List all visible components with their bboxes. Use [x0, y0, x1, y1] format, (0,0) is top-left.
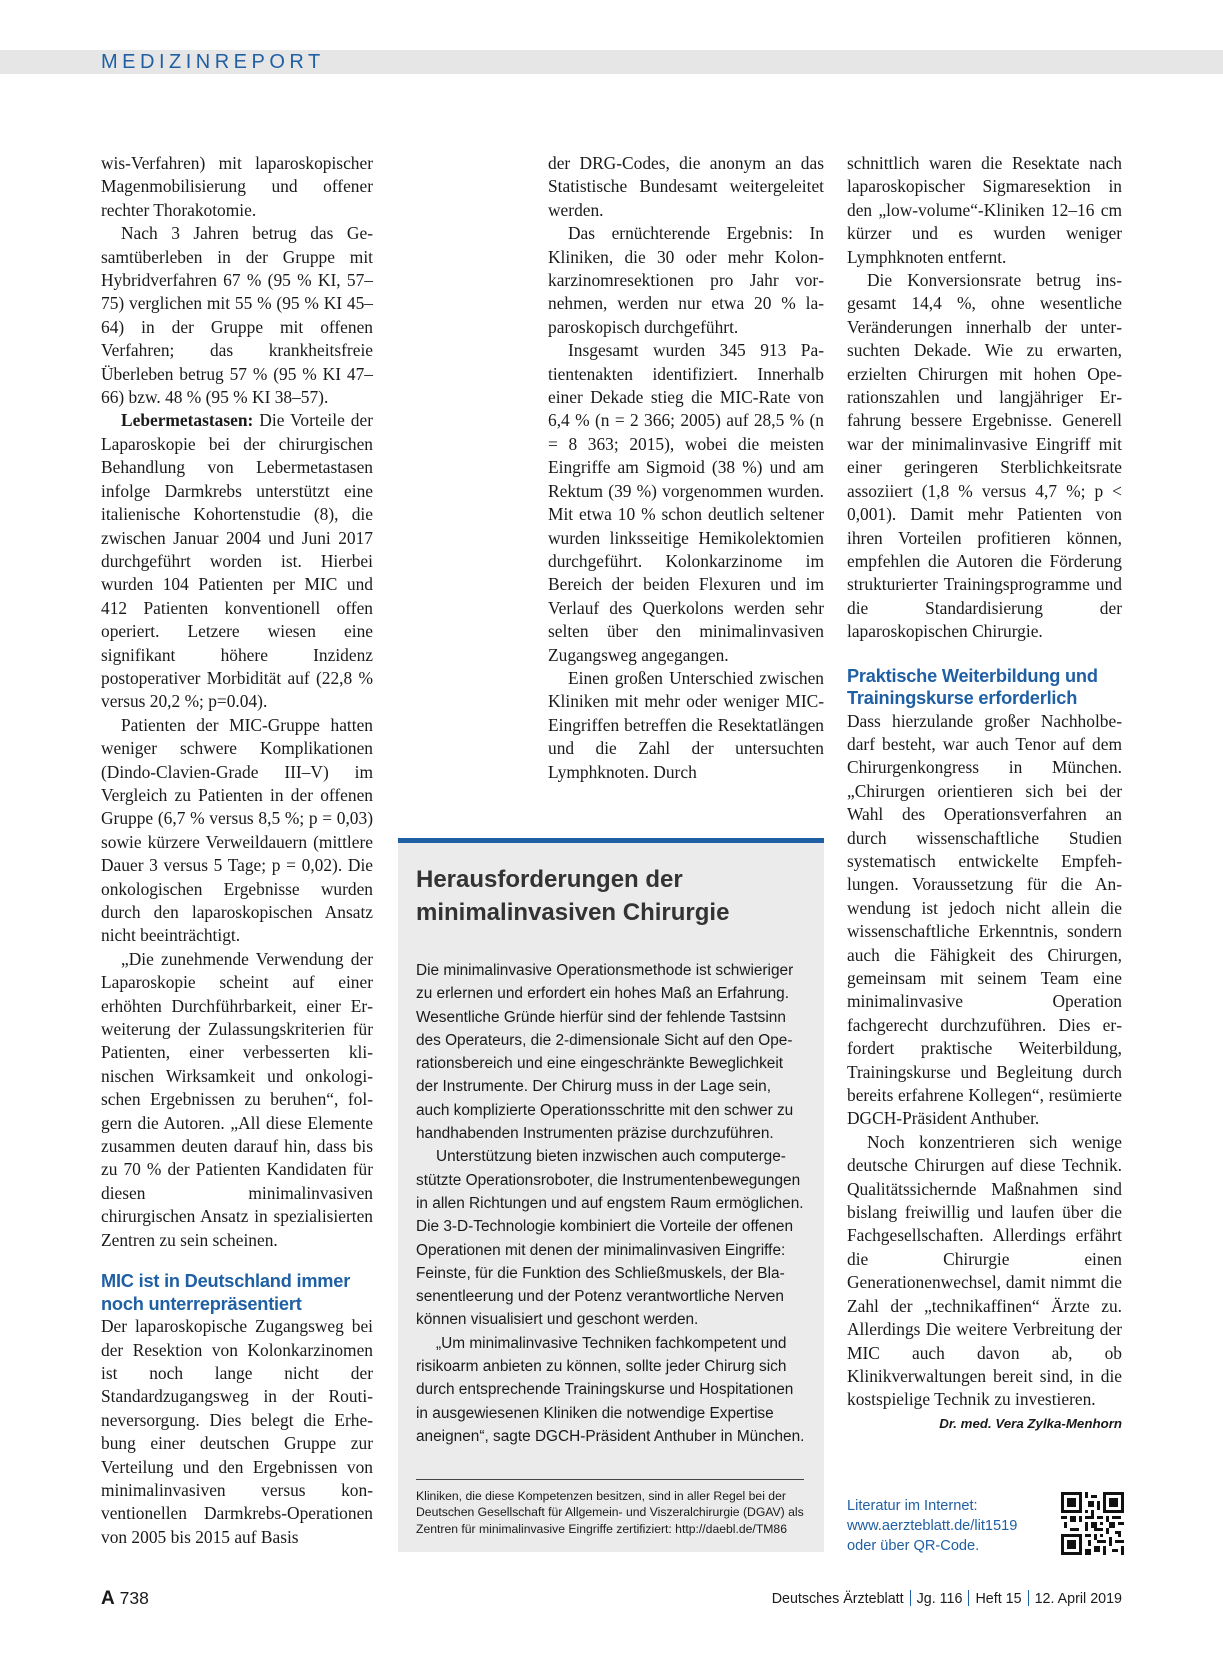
paragraph: Dass hierzulande großer Nachholbedarf besteht, war auch Tenor auf dem Chirurgenkongress in München. „Chirurgen orientieren sich bei der Wahl des Operationsverfahren an durch wissenschaftliche Studien systematisch entwickelte Empfehlungen. Voraussetzung für die Anwendung ist jedoch nicht allein die wissenschaftliche Erkenntnis, sondern auch die Fähigkeit des Chirurgen, gemeinsam mit seinem Team eine minimalinvasive Operation fachgerecht durchzuführen. Dies erfordert praktische Weiterbildung, Trainingskurse und Begleitung durch bereits erfahrene Kollegen“, resümierte DGCH-Präsident Anthuber.: [847, 710, 1122, 1129]
journal-footer: [772, 1590, 1122, 1607]
footer-separator: [968, 1590, 969, 1606]
subheading: Praktische Weiterbildung und Trainingskurse erforderlich: [847, 665, 1098, 709]
paragraph: Die minimalinvasive Operationsmethode ist schwieriger zu erlernen und erfordert ein hohes Maß an Erfahrung. Wesentliche Gründe hierfür sind der fehlende Tastsinn des Operateurs, die 2-dimensionale Sicht auf den Operationsbereich und eine eingeschränkte Beweglichkeit der Instrumente. Der Chirurg muss in der Lage sein, auch komplizierte Operationsschritte mit den schwer zu handhabenden Instrumenten präzise durchzuführen.: [416, 962, 794, 1143]
paragraph: Das ernüchterende Ergebnis: In Kliniken, die 30 oder mehr Kolonkarzinomresektionen pro Jahr vornehmen, werden nur etwa 20 % laparoskopisch durchgeführt.: [548, 223, 824, 337]
info-box-body: [416, 959, 806, 1448]
page-letter: A: [101, 1588, 115, 1609]
paragraph: Einen großen Unterschied zwischen Kliniken mit mehr oder weniger MIC-Eingriffen betreffen die Resektatlängen und die Zahl der untersuchten Lymphknoten. Durch: [548, 667, 824, 782]
journal-issue: Heft 15: [975, 1591, 1022, 1607]
paragraph-text: Noch konzentrieren sich wenige deutsche Chirurgen auf diese Technik. Qualitätssichernde Maßnahmen sind bislang freiwillig und laufen über die Fachgesellschaften. Allerdings erfährt die Chirurgie einen Generationenwechsel, damit nimmt die Zahl der „technikaffinen“ Ärzte zu. Allerdings Die weitere Verbreitung der MIC auch davon ab, ob Klinikverwaltungen bereit sind, in die kostspielige Technik zu investieren.: [847, 1131, 1122, 1410]
paragraph: Unterstützung bieten inzwischen auch computergestützte Operationsroboter, die Instrumentenbewegungen in allen Richtungen und auf engstem Raum ermöglichen. Die 3-D-Technologie kombiniert die Vorteile der offenen Operationen mit denen der minimalinvasiven Eingriffe: Feinste, für die Funktion des Schließmuskels, der Blasenentleerung und der Potenz verantwortliche Nerven können visualisiert und geschont werden.: [416, 1148, 804, 1329]
paragraph-text: Die Vorteile der Laparoskopie bei der chirurgischen Behandlung von Lebermetastasen infolge Darmkrebs unterstützt eine italienische Kohortenstudie (8), die zwischen Januar 2004 und Juni 2017 durchgeführt worden ist. Hierbei wurden 104 Patienten per MIC und 412 Patienten konventionell offen operiert. Letzere wiesen eine signifikant höhere Inzidenz postoperativer Morbidität auf (22,8 % versus 20,2 %; p=0.04).: [101, 410, 373, 712]
column-1: [101, 152, 373, 1549]
page-number-value: 738: [119, 1588, 149, 1608]
column-3: [847, 152, 1122, 1435]
paragraph: „Die zunehmende Verwendung der Laparoskopie scheint auf einer erhöhten Durchführbarkeit, einer Erweiterung der Zulassungskriterien für Patienten, einer verbesserten klinischen Wirksamkeit und onkologischen Ergebnissen zu beruhen“, folgern die Autoren. „All diese Elemente zusammen deuten darauf hin, dass bis zu 70 % der Patienten Kandidaten für diesen minimalinvasiven chirurgischen Ansatz in spezialisierten Zentren zu sein scheinen.: [101, 948, 373, 1250]
journal-volume: Jg. 116: [916, 1591, 963, 1607]
info-box-title: Herausforderungen der minimalinvasiven Chirurgie: [416, 866, 730, 926]
paragraph: [101, 409, 373, 713]
footer-separator: [1028, 1590, 1029, 1606]
paragraph: „Um minimalinvasive Techniken fachkompetent und risikoarm anbieten zu können, sollte jeder Chirurg sich durch entsprechende Trainingskurse und Hospitationen in ausgewiesenen Kliniken die notwendige Expertise aneignen“, sagte DGCH-Präsident Anthuber in München.: [416, 1334, 805, 1445]
paragraph: [847, 1131, 1122, 1431]
run-in-heading: Lebermetastasen:: [121, 410, 254, 431]
info-box: [398, 838, 824, 1552]
literature-qr-hint: oder über QR-Code.: [847, 1537, 980, 1554]
info-box-footnote: Kliniken, die diese Kompetenzen besitzen, sind in aller Regel bei der Deutschen Gesellschaft für Allgemein- und Viszeralchirurgie (DGAV) als Zentren für minimalinvasive Eingriffe zertifiziert: http://daebl.de/TM86: [416, 1479, 804, 1537]
paragraph: Die Konversionsrate betrug insgesamt 14,4 %, ohne wesentliche Veränderungen innerhalb der untersuchten Dekade. Wie zu erwarten, erzielten Chirurgen mit hohen Operationszahlen und langjähriger Erfahrung bessere Ergebnisse. Generell war der minimalinvasive Eingriff mit einer geringeren Sterblichkeitsrate assoziiert (1,8 % versus 4,7 %; p < 0,001). Damit mehr Patienten von ihren Vorteilen profitieren können, empfehlen die Autoren die Förderung strukturierter Trainingsprogramme und die Standardisierung der laparoskopischen Chirurgie.: [847, 270, 1122, 642]
literature-note: [847, 1497, 1067, 1556]
page-number: [101, 1588, 149, 1610]
paragraph: Der laparoskopische Zugangsweg bei der Resektion von Kolonkarzinomen ist noch lange nicht der Standardzugangsweg in der Routineversorgung. Dies belegt die Erhebung einer deutschen Gruppe zur Verteilung und den Ergebnissen von minimalinvasiven versus konventionellen Darmkrebs-Operationen von 2005 bis 2015 auf Basis: [101, 1316, 373, 1547]
section-label: MEDIZINREPORT: [101, 51, 325, 73]
paragraph: Nach 3 Jahren betrug das Gesamtüberleben in der Gruppe mit Hybridverfahren 67 % (95 % KI, 57–75) verglichen mit 55 % (95 % KI 45–64) in der Gruppe mit offenen Verfahren; das krankheitsfreie Überleben betrug 57 % (95 % KI 47–66) bzw. 48 % (95 % KI 38–57).: [101, 223, 373, 408]
paragraph: schnittlich waren die Resektate nach laparoskopischer Sigmaresektion in den „low-volume“-Kliniken 12–16 cm kürzer und es wurden weniger Lymphknoten entfernt.: [847, 153, 1122, 267]
subheading: MIC ist in Deutschland immer noch unterrepräsentiert: [101, 1271, 351, 1314]
paragraph: der DRG-Codes, die anonym an das Statistische Bundesamt weitergeleitet werden.: [548, 153, 824, 220]
footer-separator: [910, 1590, 911, 1606]
literature-label: Literatur im Internet:: [847, 1498, 978, 1514]
paragraph: Insgesamt wurden 345 913 Patientenakten identifiziert. Innerhalb einer Dekade stieg die MIC-Rate von 6,4 % (n = 2 366; 2005) auf 28,5 % (n = 8 363; 2015), wobei die meisten Eingriffe am Sigmoid (38 %) und am Rektum (39 %) vorgenommen wurden. Mit etwa 10 % schon deutlich seltener wurden linksseitige Hemikolektomien durchgeführt. Kolonkarzinome im Bereich der beiden Flexuren und im Verlauf des Querkolons werden sehr selten über den minimalinvasiven Zugangsweg angegangen.: [548, 340, 824, 665]
column-2: [548, 152, 824, 784]
author-name: Dr. med. Vera Zylka-Menhorn: [939, 1415, 1122, 1431]
journal-name: Deutsches Ärzteblatt: [771, 1591, 904, 1607]
literature-link[interactable]: www.aerzteblatt.de/lit1519: [847, 1517, 1018, 1534]
journal-date: 12. April 2019: [1034, 1591, 1122, 1607]
paragraph: wis-Verfahren) mit laparoskopischer Magenmobilisierung und offener rechter Thorakotomie.: [101, 153, 373, 220]
paragraph: Patienten der MIC-Gruppe hatten weniger schwere Komplikationen (Dindo-Clavien-Grade III–V) im Vergleich zu Patienten in der offenen Gruppe (6,7 % versus 8,5 %; p = 0,03) sowie kürzere Verweildauern (mittlere Dauer 3 versus 5 Tage; p = 0,02). Die onkologischen Ergebnisse wurden durch den laparoskopischen Ansatz nicht beeinträchtigt.: [101, 714, 373, 946]
qr-code-icon[interactable]: [1061, 1492, 1124, 1555]
